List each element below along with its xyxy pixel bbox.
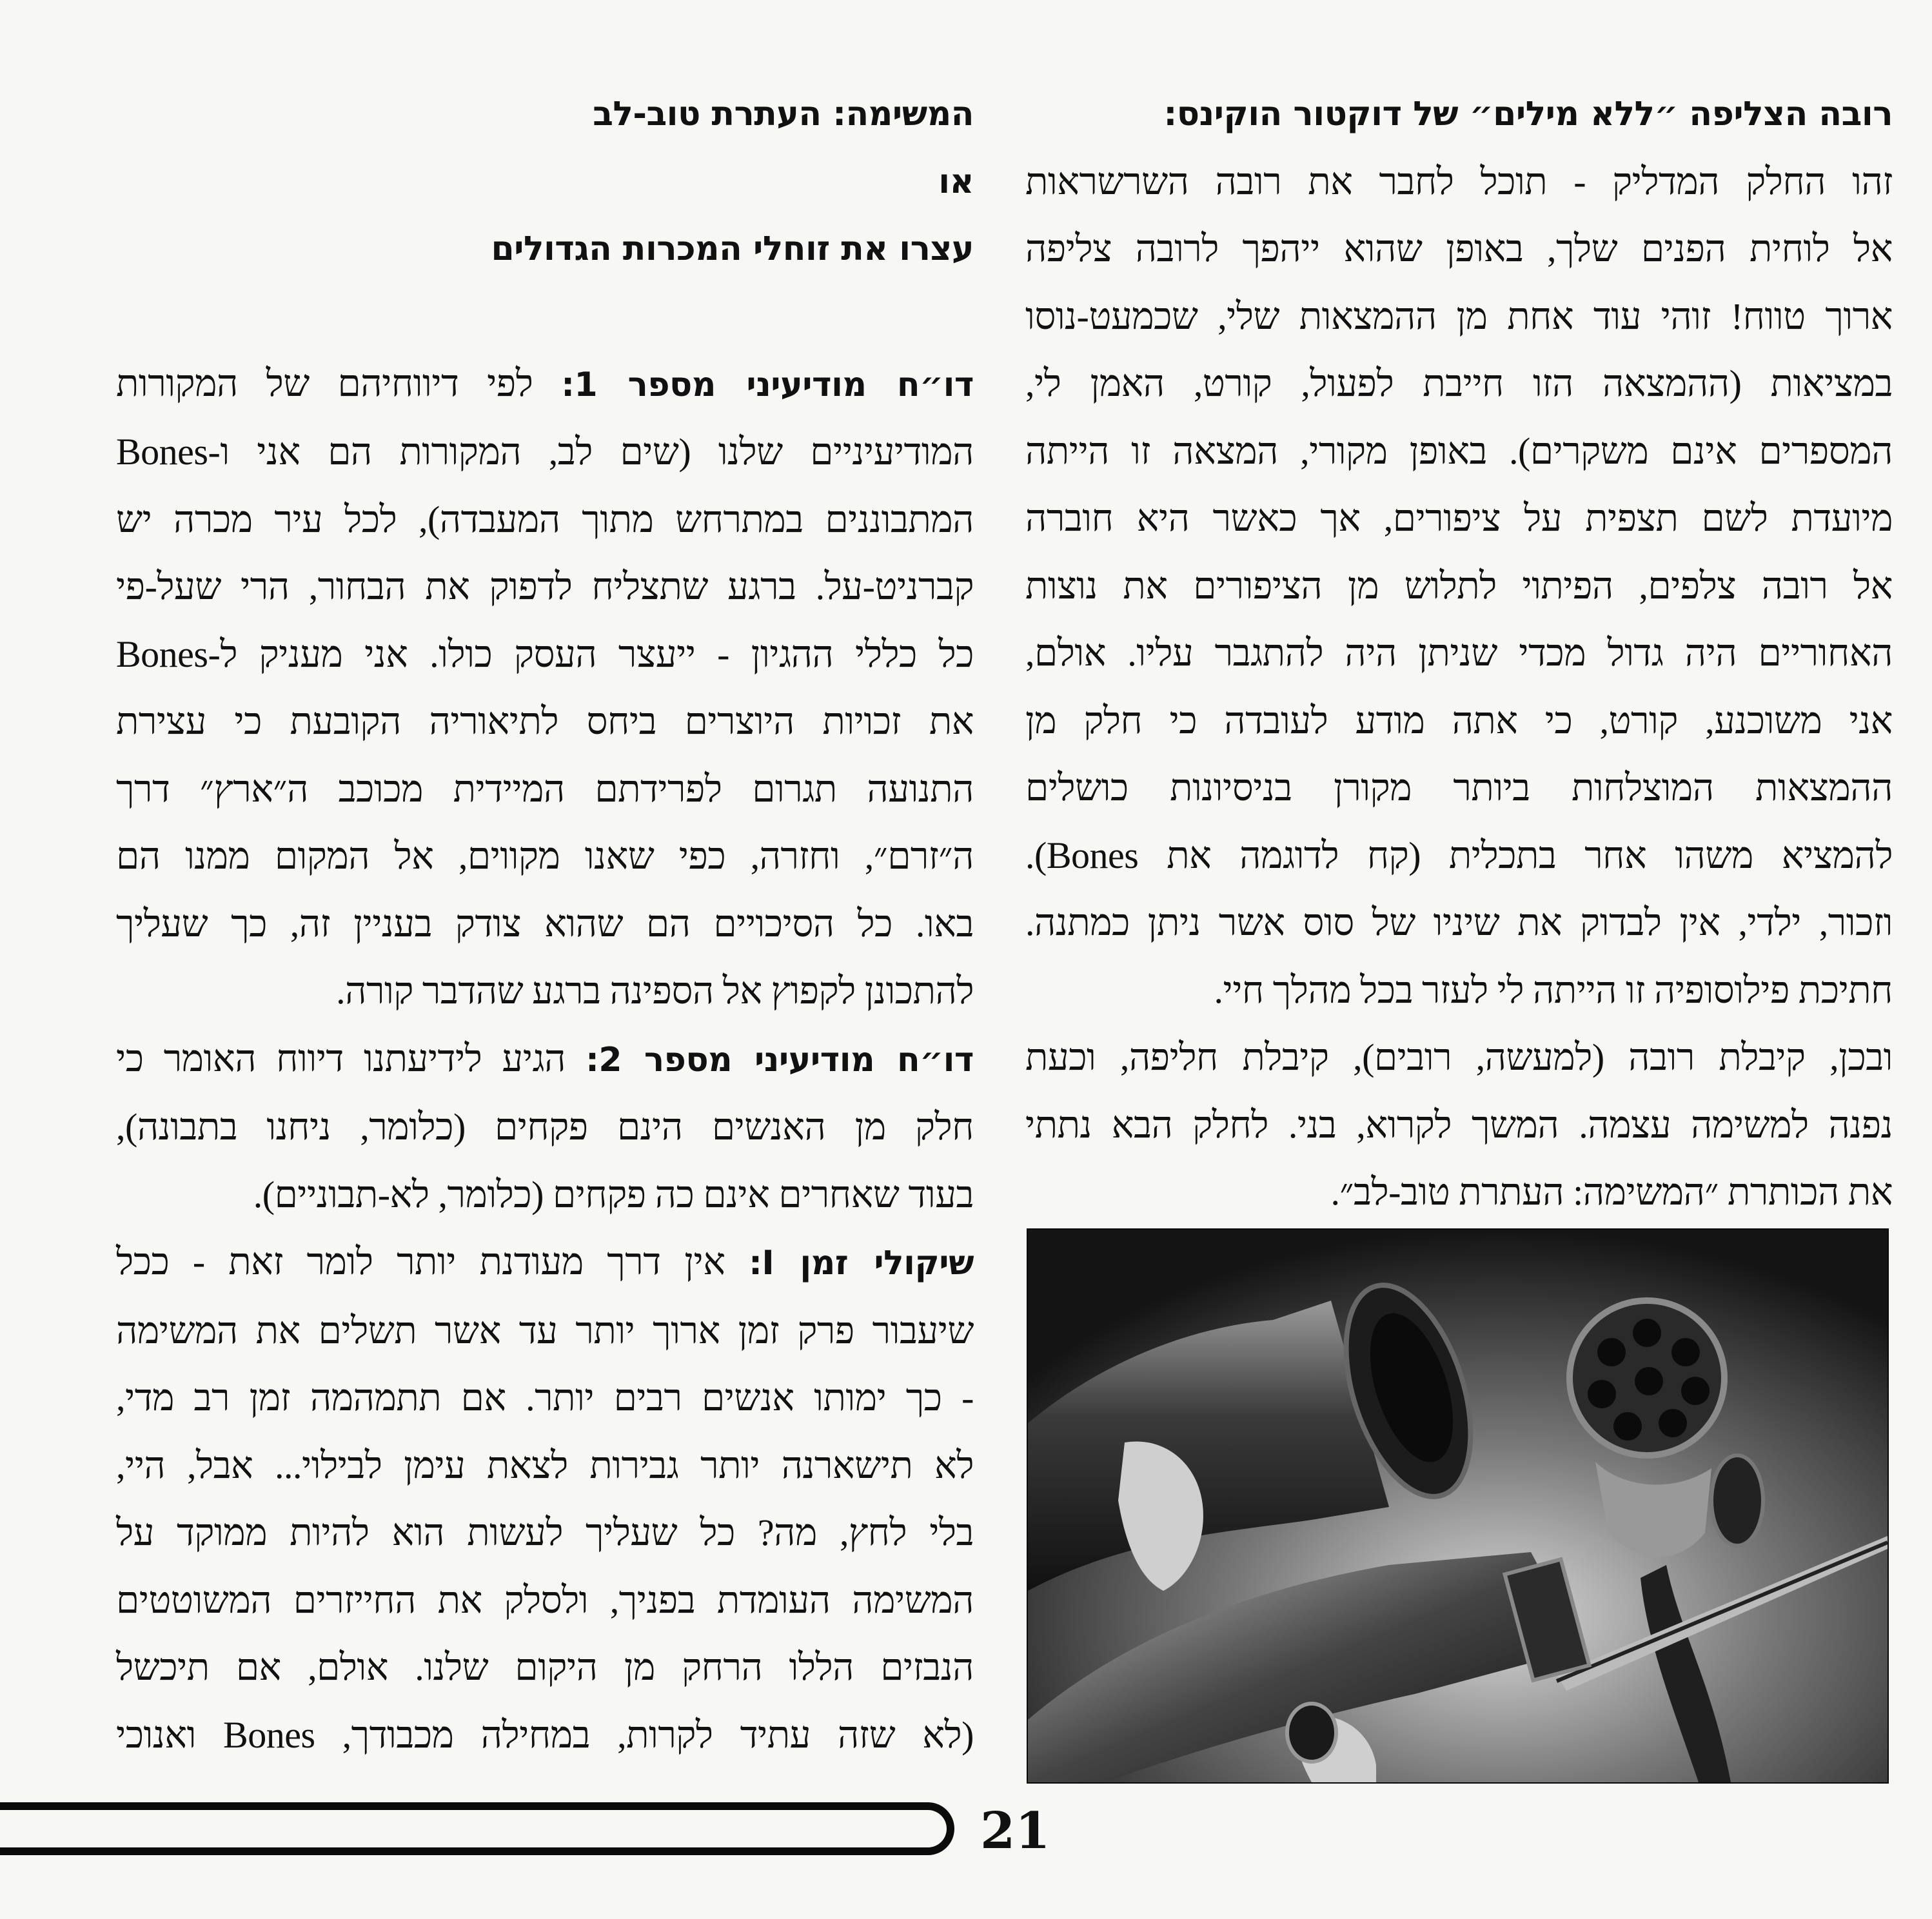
- text-line: זהו החלק המדליק - תוכל לחבר את רובה השרשראות: [1025, 160, 1893, 202]
- text-line: לא תישארנה יותר גבירות לצאת עימן לבילוי... אבל, היי,: [116, 1444, 974, 1486]
- text-line: נפנה למשימה עצמה. המשך לקרוא, בני. לחלק הבא נתתי: [1025, 1103, 1893, 1146]
- text-line: ארוך טווח! זוהי עוד אחת מן ההמצאות שלי, שכמעט-נוסו: [1025, 295, 1893, 337]
- text-line: אל רובה צלפים, הפיתוי לתלוש מן הציפורים את נוצות: [1025, 564, 1893, 607]
- time-considerations-label: שיקולי זמן I:: [749, 1244, 974, 1283]
- text-line: שיעבור פרק זמן ארוך יותר עד אשר תשלים את המשימה: [116, 1309, 974, 1352]
- pistols-illustration: [1027, 1228, 1889, 1784]
- mission-subtitle: עצרו את זוחלי המכרות הגדולים: [491, 230, 974, 268]
- text-line: חתיכת פילוסופיה זו הייתה לי לעזר בכל מהלך חיי.: [1214, 969, 1893, 1011]
- text-line: התנועה תגרום לפרידתם המיידית מכוכב ה״ארץ״ דרך: [116, 767, 974, 810]
- text-line: את הכותרת ״המשימה: העתרת טוב-לב״.: [1330, 1171, 1893, 1213]
- text-line: ההמצאות המוצלחות ביותר מקורן בניסיונות כושלים: [1025, 767, 1893, 809]
- text-line: במציאות (ההמצאה הזו חייבת לפעול, קורט, האמן לי,: [1025, 362, 1893, 404]
- text-line: הנבזים הללו הרחק מן היקום שלנו. אולם, אם תיכשל: [116, 1646, 974, 1688]
- text-line: וזכור, ילדי, אין לבדוק את שיניו של סוס אשר ניתן כמתנה.: [1025, 901, 1893, 943]
- text-line: המספרים אינם משקרים). באופן מקורי, המצאה זו הייתה: [1025, 429, 1893, 472]
- text-line: ובכן, קיבלת רובה (למעשה, רובים), קיבלת חליפה, וכעת: [1025, 1036, 1893, 1078]
- pistols-illustration-art: [1028, 1230, 1888, 1782]
- time-first-line: שיקולי זמן I: אין דרך מעודנת יותר לומר זאת - ככל: [116, 1241, 974, 1283]
- section-heading-sniper-rifle: רובה הצליפה ״ללא מילים״ של דוקטור הוקינס:: [1163, 95, 1893, 133]
- report2-label: דו״ח מודיעיני מספר 2:: [586, 1040, 974, 1079]
- report1-label: דו״ח מודיעיני מספר 1:: [561, 365, 974, 404]
- text-line: - כך ימותו אנשים רבים יותר. אם תתמהמה זמן רב מדי,: [116, 1377, 974, 1419]
- text-line: קברניט-על. ברגע שתצליח לדפוק את הבחור, הרי שעל-פי: [116, 566, 974, 607]
- text-line: חלק מן האנשים הינם פקחים (כלומר, ניחנו בתבונה),: [116, 1106, 974, 1148]
- report1-first-line: דו״ח מודיעיני מספר 1: לפי דיווחיהם של המקורות: [116, 362, 974, 404]
- text-line: כל כללי ההגיון - ייעצר העסק כולו. אני מעניק ל-Bones: [116, 633, 974, 675]
- text-line: באו. כל הסיכויים הם שהוא צודק בעניין זה, כך שעליך: [116, 902, 974, 945]
- text-line: אל לוחית הפנים שלך, באופן שהוא ייהפך לרובה צליפה: [1025, 228, 1893, 270]
- text-line: אני משוכנע, קורט, כי אתה מודע לעובדה כי חלק מן: [1025, 699, 1893, 742]
- text-line: המתבוננים במתרחש מתוך המעבדה), לכל עיר מכרה יש: [116, 498, 974, 540]
- text-line: את זכויות היוצרים ביחס לתיאוריה הקובעת כי עצירת: [116, 700, 974, 742]
- text-line: להמציא משהו אחר בתכלית (קח לדוגמה את Bones).: [1025, 834, 1893, 876]
- text-line: בעוד שאחרים אינם כה פקחים (כלומר, לא-תבוניים).: [253, 1173, 974, 1215]
- text-line: האחוריים היה גדול מכדי שניתן היה להתגבר עליו. אולם,: [1025, 632, 1893, 674]
- mission-title-or: או: [938, 162, 974, 201]
- text-line: מיועדת לשם תצפית על ציפורים, אך כאשר היא חוברה: [1025, 497, 1893, 539]
- text-line: המודיעיניים שלנו (שים לב, המקורות הם אני ו-Bones: [116, 431, 974, 473]
- text-line: (לא שזה עתיד לקרות, במחילה מכבודך, Bones ואנוכי: [116, 1713, 974, 1756]
- report2-first-line: דו״ח מודיעיני מספר 2: הגיע לידיעתנו דיווח האומר כי: [116, 1037, 974, 1079]
- mission-title: המשימה: העתרת טוב-לב: [593, 95, 974, 133]
- text-line: ה״זרם״, וחזרה, כפי שאנו מקווים, אל המקום ממנו הם: [116, 835, 974, 877]
- page-number: 21: [980, 1802, 1050, 1860]
- right-column: [1025, 81, 1893, 1226]
- text-line: בלי לחץ, מה? כל שעליך לעשות הוא להיות ממוקד על: [116, 1511, 974, 1553]
- footer-decorative-bar: [0, 1802, 954, 1855]
- text-line: המשימה העומדת בפניך, ולסלק את החייזרים המשוטטים: [116, 1579, 974, 1621]
- text-line: להתכונן לקפוץ אל הספינה ברגע שהדבר קורה.: [336, 970, 974, 1012]
- left-column: [116, 81, 974, 1769]
